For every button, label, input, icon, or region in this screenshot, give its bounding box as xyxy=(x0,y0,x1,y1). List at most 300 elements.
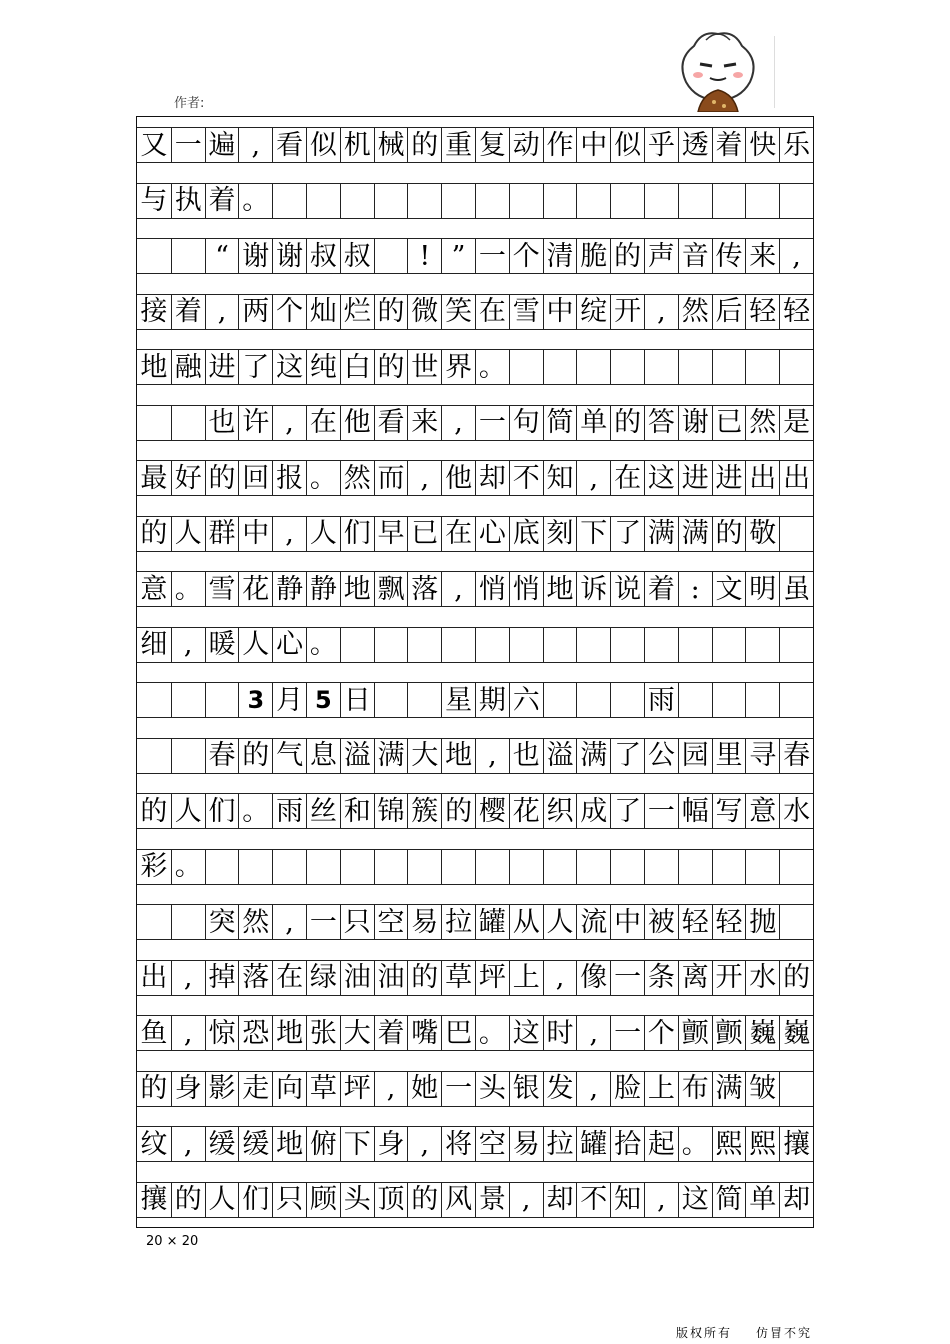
grid-cell: 雪 xyxy=(205,572,239,606)
grid-cell xyxy=(576,683,610,717)
grid-cell: 从 xyxy=(509,905,543,939)
grid-cell: 颤 xyxy=(712,1016,746,1050)
grid-cell: 空 xyxy=(475,1127,509,1161)
grid-cell: 的 xyxy=(441,794,475,828)
grid-cell: 简 xyxy=(712,1183,746,1217)
grid-row xyxy=(137,127,813,163)
grid-cell: , xyxy=(272,905,306,939)
grid-cell xyxy=(644,350,678,384)
grid-cell: 一 xyxy=(475,406,509,440)
grid-cell: 雨 xyxy=(644,683,678,717)
grid-cell: 水 xyxy=(745,961,779,995)
grid-cell: 两 xyxy=(238,295,272,329)
grid-cell xyxy=(475,184,509,218)
grid-cell xyxy=(610,184,644,218)
grid-cell: , xyxy=(779,239,813,273)
grid-cell: 脸 xyxy=(610,1072,644,1106)
grid-cell: , xyxy=(543,961,577,995)
grid-cell: 开 xyxy=(712,961,746,995)
grid-row xyxy=(137,1126,813,1162)
grid-cell: 刻 xyxy=(543,517,577,551)
grid-cell: 报 xyxy=(272,461,306,495)
grid-cell: 暖 xyxy=(205,628,239,662)
grid-cell xyxy=(137,683,171,717)
grid-cell: 的 xyxy=(205,461,239,495)
grid-cell xyxy=(745,628,779,662)
grid-cell: 在 xyxy=(306,406,340,440)
grid-cell xyxy=(272,184,306,218)
grid-cell: 雪 xyxy=(509,295,543,329)
grid-cell: 的 xyxy=(140,518,168,549)
grid-row xyxy=(137,183,813,219)
grid-cell: 着 xyxy=(374,1016,408,1050)
grid-cell: 罐 xyxy=(576,1127,610,1161)
grid-cell: 头 xyxy=(475,1072,509,1106)
grid-cell: 是 xyxy=(779,406,813,440)
grid-cell xyxy=(779,628,813,662)
grid-cell xyxy=(374,850,408,884)
grid-cell: 谢 xyxy=(238,239,272,273)
grid-cell: 人 xyxy=(171,794,205,828)
grid-cell: ! xyxy=(407,239,441,273)
grid-cell: 已 xyxy=(407,517,441,551)
grid-cell: 白 xyxy=(340,350,374,384)
grid-cell xyxy=(779,517,813,551)
grid-cell: 人 xyxy=(205,1183,239,1217)
grid-row xyxy=(137,1071,813,1107)
grid-cell: 的 xyxy=(374,295,408,329)
grid-cell: 人 xyxy=(306,517,340,551)
grid-cell: 个 xyxy=(272,295,306,329)
grid-cell: 简 xyxy=(543,406,577,440)
grid-cell: 寻 xyxy=(745,739,779,773)
grid-cell: 的 xyxy=(374,350,408,384)
grid-cell: 这 xyxy=(678,1183,712,1217)
grid-cell: 看 xyxy=(272,128,306,162)
grid-cell: 悄 xyxy=(475,572,509,606)
grid-cell: 音 xyxy=(678,239,712,273)
grid-cell: 3 xyxy=(238,683,272,717)
grid-cell xyxy=(644,850,678,884)
grid-cell: 纹 xyxy=(140,1128,168,1160)
grid-cell: 轻 xyxy=(712,905,746,939)
grid-cell: “ xyxy=(205,239,239,273)
grid-cell: 溢 xyxy=(543,739,577,773)
grid-cell: 中 xyxy=(238,517,272,551)
grid-row xyxy=(137,460,813,496)
grid-cell: 顾 xyxy=(306,1183,340,1217)
grid-cell: 却 xyxy=(543,1183,577,1217)
grid-cell xyxy=(171,739,205,773)
grid-cell: 的 xyxy=(407,128,441,162)
grid-cell: 进 xyxy=(678,461,712,495)
grid-cell: 流 xyxy=(576,905,610,939)
grid-cell: 园 xyxy=(678,739,712,773)
grid-cell xyxy=(441,184,475,218)
grid-cell: 然 xyxy=(340,461,374,495)
grid-cell: 了 xyxy=(610,739,644,773)
grid-cell: 嘴 xyxy=(407,1016,441,1050)
grid-cell: 易 xyxy=(407,905,441,939)
grid-cell: 公 xyxy=(644,739,678,773)
grid-cell xyxy=(712,628,746,662)
grid-cell: 被 xyxy=(644,905,678,939)
grid-cell: 知 xyxy=(610,1183,644,1217)
author-label: 作者: xyxy=(174,96,205,111)
grid-cell: 落 xyxy=(407,572,441,606)
grid-cell: 油 xyxy=(340,961,374,995)
grid-cell: 期 xyxy=(475,683,509,717)
grid-cell xyxy=(712,350,746,384)
grid-cell: 融 xyxy=(171,350,205,384)
grid-cell: , xyxy=(475,739,509,773)
grid-cell: 。 xyxy=(306,461,340,495)
grid-cell: 地 xyxy=(140,351,168,383)
grid-cell xyxy=(678,683,712,717)
grid-cell: 抛 xyxy=(745,905,779,939)
grid-cell: 轻 xyxy=(779,295,813,329)
grid-cell: 满 xyxy=(712,1072,746,1106)
grid-cell: 她 xyxy=(407,1072,441,1106)
grid-cell: , xyxy=(407,461,441,495)
grid-cell: 空 xyxy=(374,905,408,939)
grid-cell: 的 xyxy=(407,1183,441,1217)
grid-cell: 身 xyxy=(171,1072,205,1106)
grid-cell: 春 xyxy=(205,739,239,773)
grid-cell: 春 xyxy=(779,739,813,773)
grid-cell: 攘 xyxy=(140,1184,168,1215)
grid-cell: 声 xyxy=(644,239,678,273)
footer-notice: 仿冒不究 xyxy=(756,1326,813,1340)
grid-cell: 人 xyxy=(238,628,272,662)
grid-cell xyxy=(644,628,678,662)
grid-cell: 恐 xyxy=(238,1016,272,1050)
grid-cell: 着 xyxy=(171,295,205,329)
grid-cell: 丝 xyxy=(306,794,340,828)
grid-cell xyxy=(779,683,813,717)
grid-cell: 与 xyxy=(140,185,168,216)
grid-cell: 传 xyxy=(712,239,746,273)
grid-cell: , xyxy=(644,1183,678,1217)
grid-cell: 他 xyxy=(441,461,475,495)
grid-cell: 诉 xyxy=(576,572,610,606)
grid-cell: 一 xyxy=(610,961,644,995)
grid-cell: 巴 xyxy=(441,1016,475,1050)
grid-cell xyxy=(407,850,441,884)
grid-cell: 张 xyxy=(306,1016,340,1050)
grid-cell: 着 xyxy=(205,184,239,218)
grid-cell: 向 xyxy=(272,1072,306,1106)
grid-row xyxy=(137,516,813,552)
grid-size-label: 20 × 20 xyxy=(146,1234,199,1249)
grid-cell: 头 xyxy=(340,1183,374,1217)
grid-cell xyxy=(678,628,712,662)
grid-cell: 巍 xyxy=(779,1016,813,1050)
grid-cell xyxy=(407,184,441,218)
grid-cell: 锦 xyxy=(374,794,408,828)
grid-cell: 满 xyxy=(644,517,678,551)
grid-cell: 开 xyxy=(610,295,644,329)
grid-cell: 景 xyxy=(475,1183,509,1217)
grid-cell: 静 xyxy=(306,572,340,606)
grid-cell: 满 xyxy=(678,517,712,551)
grid-cell xyxy=(610,683,644,717)
grid-cell xyxy=(509,850,543,884)
grid-cell xyxy=(171,905,205,939)
grid-cell: , xyxy=(205,295,239,329)
grid-cell xyxy=(374,628,408,662)
grid-row xyxy=(137,349,813,385)
grid-cell: 敬 xyxy=(745,517,779,551)
grid-row xyxy=(137,1015,813,1051)
grid-cell: 一 xyxy=(644,794,678,828)
grid-cell: 句 xyxy=(509,406,543,440)
grid-cell: 风 xyxy=(441,1183,475,1217)
grid-cell: 又 xyxy=(140,129,168,161)
grid-row xyxy=(137,571,813,607)
grid-cell: 然 xyxy=(678,295,712,329)
grid-cell: , xyxy=(171,1016,205,1050)
grid-cell: 里 xyxy=(712,739,746,773)
grid-cell xyxy=(745,184,779,218)
grid-cell: 后 xyxy=(712,295,746,329)
grid-cell: 着 xyxy=(712,128,746,162)
grid-cell: 出 xyxy=(779,461,813,495)
grid-cell: 人 xyxy=(543,905,577,939)
grid-cell: 的 xyxy=(140,795,168,827)
grid-cell: 然 xyxy=(745,406,779,440)
grid-cell: 时 xyxy=(543,1016,577,1050)
grid-cell: ” xyxy=(441,239,475,273)
grid-cell: 意 xyxy=(745,794,779,828)
grid-row xyxy=(137,627,813,663)
grid-cell: , xyxy=(407,1127,441,1161)
grid-cell: 个 xyxy=(509,239,543,273)
grid-cell: 谢 xyxy=(678,406,712,440)
grid-cell: 然 xyxy=(238,905,272,939)
grid-cell xyxy=(610,350,644,384)
grid-cell xyxy=(610,628,644,662)
grid-cell: 笑 xyxy=(441,295,475,329)
grid-cell xyxy=(238,850,272,884)
grid-cell: 的 xyxy=(610,239,644,273)
grid-cell: 而 xyxy=(374,461,408,495)
grid-cell xyxy=(779,350,813,384)
grid-cell xyxy=(407,628,441,662)
grid-cell xyxy=(543,683,577,717)
grid-cell: 织 xyxy=(543,794,577,828)
grid-cell xyxy=(171,239,205,273)
grid-cell: 了 xyxy=(238,350,272,384)
grid-cell xyxy=(374,683,408,717)
grid-cell: 攘 xyxy=(779,1127,813,1161)
grid-cell: 的 xyxy=(610,406,644,440)
grid-cell: 地 xyxy=(441,739,475,773)
grid-cell: 却 xyxy=(779,1183,813,1217)
grid-cell xyxy=(205,850,239,884)
grid-cell: 簇 xyxy=(407,794,441,828)
grid-cell xyxy=(712,850,746,884)
grid-cell: , xyxy=(576,1072,610,1106)
grid-cell: 地 xyxy=(543,572,577,606)
grid-cell: 。 xyxy=(475,1016,509,1050)
grid-cell: 易 xyxy=(509,1127,543,1161)
grid-cell: 的 xyxy=(171,1183,205,1217)
grid-cell: 心 xyxy=(475,517,509,551)
grid-cell xyxy=(543,628,577,662)
grid-cell: 执 xyxy=(171,184,205,218)
grid-cell xyxy=(171,406,205,440)
header-divider-line xyxy=(774,36,775,108)
grid-cell: 地 xyxy=(272,1127,306,1161)
grid-cell: 雨 xyxy=(272,794,306,828)
grid-cell xyxy=(441,850,475,884)
grid-cell: 的 xyxy=(712,517,746,551)
grid-cell: 最 xyxy=(140,462,168,494)
grid-cell: 出 xyxy=(140,962,168,993)
grid-cell: 鱼 xyxy=(140,1017,168,1049)
grid-cell: 单 xyxy=(745,1183,779,1217)
grid-cell: 也 xyxy=(205,406,239,440)
grid-cell xyxy=(272,850,306,884)
grid-cell xyxy=(475,850,509,884)
grid-cell: 知 xyxy=(543,461,577,495)
grid-cell xyxy=(475,628,509,662)
grid-cell: 草 xyxy=(306,1072,340,1106)
grid-cell: 俯 xyxy=(306,1127,340,1161)
grid-cell: 一 xyxy=(610,1016,644,1050)
grid-cell xyxy=(374,239,408,273)
grid-cell: 影 xyxy=(205,1072,239,1106)
grid-cell: 却 xyxy=(475,461,509,495)
footer-copyright: 版权所有 xyxy=(676,1326,733,1340)
grid-cell: 在 xyxy=(272,961,306,995)
grid-cell: 明 xyxy=(745,572,779,606)
grid-cell: 息 xyxy=(306,739,340,773)
grid-cell: 中 xyxy=(576,128,610,162)
grid-cell: 拾 xyxy=(610,1127,644,1161)
grid-cell xyxy=(576,628,610,662)
grid-cell: 的 xyxy=(238,739,272,773)
grid-cell: 的 xyxy=(407,961,441,995)
grid-cell: 写 xyxy=(712,794,746,828)
grid-cell: 下 xyxy=(576,517,610,551)
grid-cell xyxy=(712,184,746,218)
grid-cell: , xyxy=(171,961,205,995)
grid-cell: , xyxy=(441,572,475,606)
grid-cell: 遍 xyxy=(205,128,239,162)
grid-cell: 地 xyxy=(272,1016,306,1050)
grid-cell xyxy=(678,850,712,884)
grid-cell: 说 xyxy=(610,572,644,606)
grid-cell: 突 xyxy=(205,905,239,939)
grid-row xyxy=(137,238,813,274)
grid-cell: 答 xyxy=(644,406,678,440)
grid-cell: 中 xyxy=(543,295,577,329)
grid-cell: 飘 xyxy=(374,572,408,606)
grid-cell: 幅 xyxy=(678,794,712,828)
grid-cell: 在 xyxy=(441,517,475,551)
grid-cell: 早 xyxy=(374,517,408,551)
composition-grid-sheet xyxy=(136,116,814,1228)
grid-cell: 快 xyxy=(745,128,779,162)
grid-cell: 他 xyxy=(340,406,374,440)
grid-cell: 重 xyxy=(441,128,475,162)
grid-cell: 底 xyxy=(509,517,543,551)
grid-cell: 许 xyxy=(238,406,272,440)
grid-cell: 星 xyxy=(441,683,475,717)
grid-cell xyxy=(543,350,577,384)
grid-cell: 乐 xyxy=(779,128,813,162)
grid-cell: 的 xyxy=(140,1073,168,1104)
grid-cell: 回 xyxy=(238,461,272,495)
grid-cell: 成 xyxy=(576,794,610,828)
grid-cell: , xyxy=(509,1183,543,1217)
grid-cell: 一 xyxy=(171,128,205,162)
grid-cell: 5 xyxy=(306,683,340,717)
grid-row xyxy=(137,1182,813,1218)
grid-cell: 们 xyxy=(340,517,374,551)
grid-row xyxy=(137,793,813,829)
grid-cell: 条 xyxy=(644,961,678,995)
grid-cell: 樱 xyxy=(475,794,509,828)
grid-cell: 落 xyxy=(238,961,272,995)
grid-cell: 拉 xyxy=(441,905,475,939)
grid-cell: 们 xyxy=(205,794,239,828)
grid-cell xyxy=(374,184,408,218)
grid-cell: 轻 xyxy=(678,905,712,939)
grid-cell: 满 xyxy=(576,739,610,773)
grid-cell: 作 xyxy=(543,128,577,162)
grid-cell: 已 xyxy=(712,406,746,440)
grid-cell xyxy=(678,350,712,384)
grid-cell: 械 xyxy=(374,128,408,162)
grid-cell xyxy=(779,905,813,939)
grid-cell: 这 xyxy=(272,350,306,384)
grid-cell: 发 xyxy=(543,1072,577,1106)
grid-cell xyxy=(306,850,340,884)
grid-cell: 世 xyxy=(407,350,441,384)
grid-cell: 和 xyxy=(340,794,374,828)
grid-cell: 进 xyxy=(712,461,746,495)
grid-cell: 掉 xyxy=(205,961,239,995)
grid-cell: 出 xyxy=(745,461,779,495)
grid-cell: , xyxy=(374,1072,408,1106)
grid-cell: 顶 xyxy=(374,1183,408,1217)
grid-cell xyxy=(407,683,441,717)
grid-cell: 走 xyxy=(238,1072,272,1106)
grid-cell: 叔 xyxy=(340,239,374,273)
grid-cell: 熙 xyxy=(712,1127,746,1161)
grid-cell: 们 xyxy=(238,1183,272,1217)
grid-cell xyxy=(779,850,813,884)
grid-cell: 乎 xyxy=(644,128,678,162)
grid-cell xyxy=(509,628,543,662)
grid-cell: 只 xyxy=(340,905,374,939)
grid-cell: 缓 xyxy=(205,1127,239,1161)
grid-cell xyxy=(137,406,171,440)
grid-cell: 。 xyxy=(475,350,509,384)
grid-cell: 拉 xyxy=(543,1127,577,1161)
grid-cell: 气 xyxy=(272,739,306,773)
grid-cell: 身 xyxy=(374,1127,408,1161)
grid-cell: 人 xyxy=(171,517,205,551)
grid-cell: 好 xyxy=(171,461,205,495)
grid-cell: 颤 xyxy=(678,1016,712,1050)
grid-cell xyxy=(340,628,374,662)
grid-cell: 意 xyxy=(140,573,168,605)
grid-cell: 一 xyxy=(306,905,340,939)
